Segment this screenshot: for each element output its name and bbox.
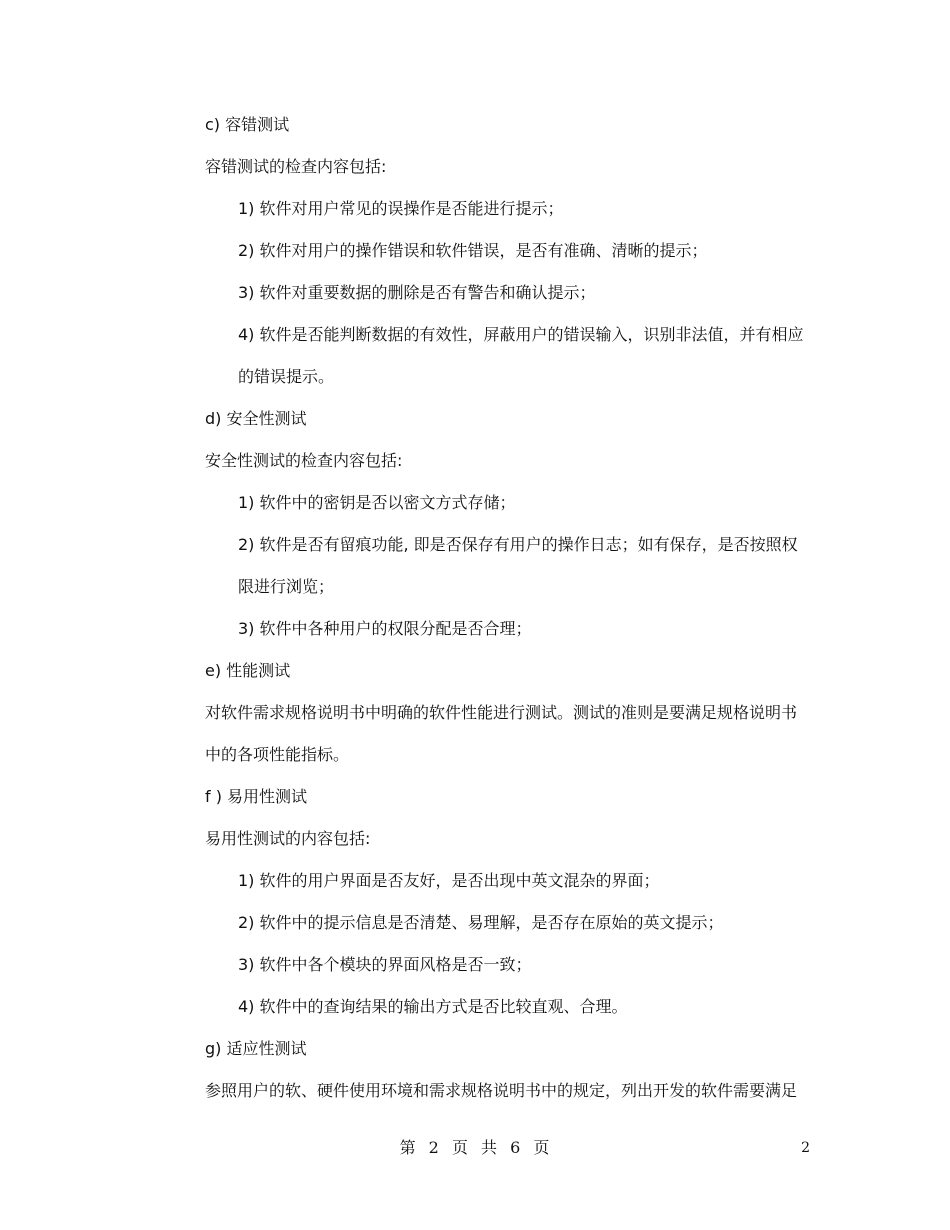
text-line: 2) 软件中的提示信息是否清楚、易理解，是否存在原始的英文提示； — [238, 913, 724, 932]
text-line: 容错测试的检查内容包括: — [205, 157, 387, 176]
text-line: 安全性测试的检查内容包括: — [205, 451, 403, 470]
text-line: 2) 软件对用户的操作错误和软件错误，是否有准确、清晰的提示； — [238, 241, 708, 260]
document-body — [205, 104, 815, 1112]
text-line: 3) 软件对重要数据的删除是否有警告和确认提示； — [238, 283, 596, 302]
text-line: f ) 易用性测试 — [205, 787, 308, 806]
text-line: 2) 软件是否有留痕功能, 即是否保存有用户的操作日志；如有保存，是否按照权 — [238, 535, 798, 554]
text-line: 参照用户的软、硬件使用环境和需求规格说明书中的规定，列出开发的软件需要满足 — [205, 1081, 798, 1100]
text-line: g) 适应性测试 — [205, 1039, 307, 1058]
page-footer — [0, 1136, 950, 1160]
text-line: 1) 软件的用户界面是否友好，是否出现中英文混杂的界面； — [238, 871, 660, 890]
text-line: 3) 软件中各个模块的界面风格是否一致； — [238, 955, 532, 974]
text-line: 1) 软件对用户常见的误操作是否能进行提示； — [238, 199, 564, 218]
text-line: 易用性测试的内容包括: — [205, 829, 371, 848]
text-line: 对软件需求规格说明书中明确的软件性能进行测试。测试的准则是要满足规格说明书 — [205, 703, 798, 722]
text-line: 限进行浏览； — [238, 577, 335, 596]
text-line: e) 性能测试 — [205, 661, 291, 680]
text-line: c) 容错测试 — [205, 115, 290, 134]
text-line: 的错误提示。 — [238, 367, 335, 386]
text-line: 4) 软件是否能判断数据的有效性，屏蔽用户的错误输入，识别非法值，并有相应 — [238, 325, 804, 344]
text-line: 1) 软件中的密钥是否以密文方式存储； — [238, 493, 516, 512]
page-number: 2 — [801, 1140, 810, 1156]
text-line: 中的各项性能指标。 — [205, 745, 350, 764]
page-count-label: 第 2 页 共 6 页 — [399, 1138, 551, 1157]
text-line: 4) 软件中的查询结果的输出方式是否比较直观、合理。 — [238, 997, 628, 1016]
text-line: 3) 软件中各种用户的权限分配是否合理； — [238, 619, 532, 638]
text-line: d) 安全性测试 — [205, 409, 307, 428]
